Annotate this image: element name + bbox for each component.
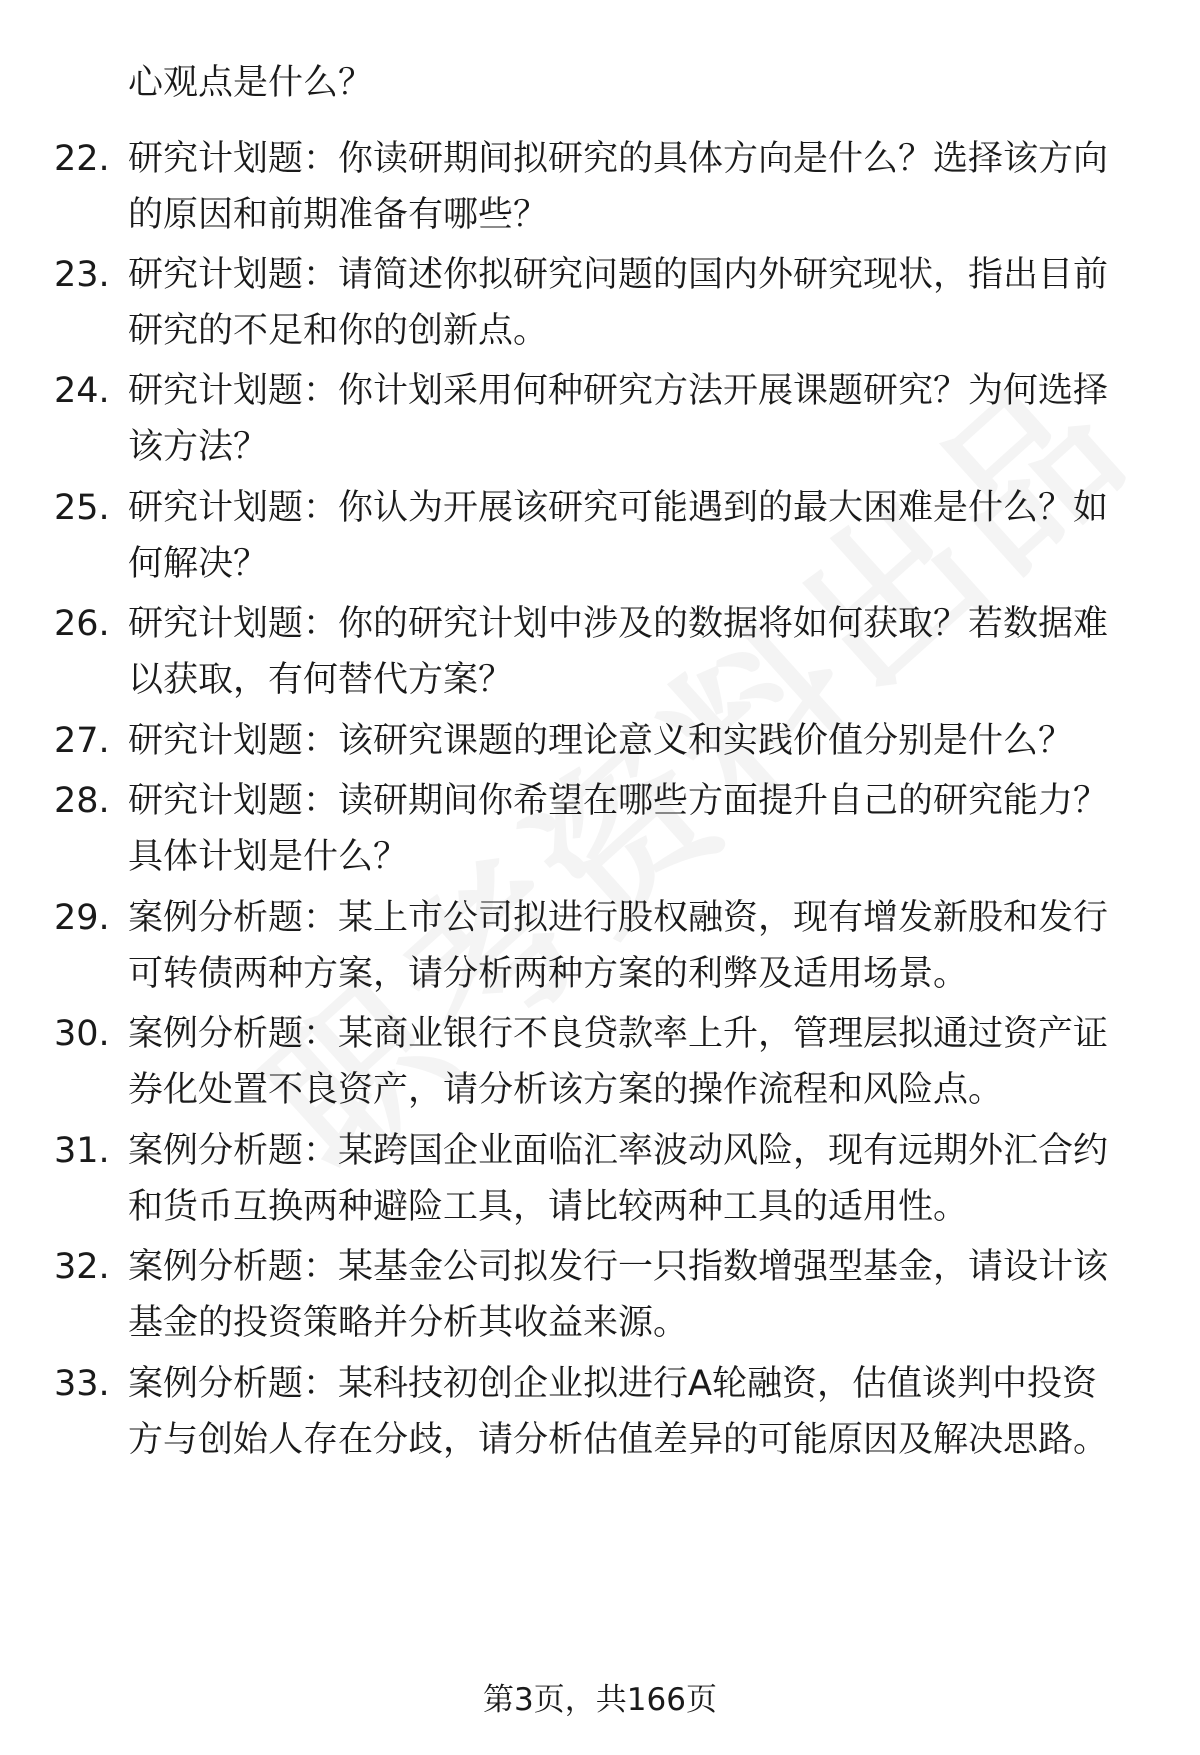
question-text: 研究计划题：你读研期间拟研究的具体方向是什么？选择该方向: [128, 139, 1109, 179]
question-text: 可转债两种方案，请分析两种方案的利弊及适用场景。: [128, 954, 969, 994]
question-text: 具体计划是什么？: [128, 837, 409, 877]
question-text: 案例分析题：某跨国企业面临汇率波动风险，现有远期外汇合约: [128, 1131, 1109, 1171]
question-text: 研究计划题：你计划采用何种研究方法开展课题研究？为何选择: [128, 371, 1109, 411]
question-text: 何解决？: [128, 544, 269, 584]
question-text: 和货币互换两种避险工具，请比较两种工具的适用性。: [128, 1187, 969, 1227]
question-text: 案例分析题：某科技初创企业拟进行A轮融资，估值谈判中投资: [128, 1364, 1097, 1404]
question-text: 基金的投资策略并分析其收益来源。: [128, 1303, 689, 1343]
question-text: 该方法？: [128, 427, 269, 467]
question-item: [0, 597, 1200, 707]
question-item: [0, 248, 1200, 358]
question-number: 30.: [54, 1014, 110, 1054]
question-text: 以获取，有何替代方案？: [128, 660, 514, 700]
question-item: [0, 1124, 1200, 1234]
question-text: 的原因和前期准备有哪些？: [128, 195, 549, 235]
question-number: 25.: [54, 488, 110, 528]
continuation-text: 心观点是什么？: [128, 63, 374, 103]
question-number: 24.: [54, 371, 110, 411]
question-number: 23.: [54, 255, 110, 295]
question-text: 案例分析题：某商业银行不良贷款率上升，管理层拟通过资产证: [128, 1014, 1109, 1054]
question-number: 27.: [54, 721, 110, 761]
question-number: 29.: [54, 898, 110, 938]
question-item: [0, 891, 1200, 1001]
question-text: 研究计划题：请简述你拟研究问题的国内外研究现状，指出目前: [128, 255, 1109, 295]
question-number: 22.: [54, 139, 110, 179]
question-item: [0, 1007, 1200, 1117]
question-text: 研究计划题：该研究课题的理论意义和实践价值分别是什么？: [128, 721, 1074, 761]
question-text: 案例分析题：某基金公司拟发行一只指数增强型基金，请设计该: [128, 1247, 1109, 1287]
question-number: 26.: [54, 604, 110, 644]
question-item: [0, 364, 1200, 474]
question-item: [0, 132, 1200, 242]
question-text: 研究计划题：读研期间你希望在哪些方面提升自己的研究能力？: [128, 781, 1109, 821]
page-number-footer: 第3页，共166页: [483, 1682, 717, 1718]
question-number: 28.: [54, 781, 110, 821]
question-number: 32.: [54, 1247, 110, 1287]
question-text: 案例分析题：某上市公司拟进行股权融资，现有增发新股和发行: [128, 898, 1109, 938]
question-text: 研究的不足和你的创新点。: [128, 311, 549, 351]
question-text: 研究计划题：你的研究计划中涉及的数据将如何获取？若数据难: [128, 604, 1109, 644]
question-text: 研究计划题：你认为开展该研究可能遇到的最大困难是什么？如: [128, 488, 1109, 528]
question-item: [0, 774, 1200, 884]
question-text: 方与创始人存在分歧，请分析估值差异的可能原因及解决思路。: [128, 1420, 1109, 1460]
question-item: [0, 1240, 1200, 1350]
question-number: 33.: [54, 1364, 110, 1404]
question-item: [0, 481, 1200, 591]
question-text: 券化处置不良资产，请分析该方案的操作流程和风险点。: [128, 1070, 1004, 1110]
question-number: 31.: [54, 1131, 110, 1171]
question-item: [0, 1357, 1200, 1467]
